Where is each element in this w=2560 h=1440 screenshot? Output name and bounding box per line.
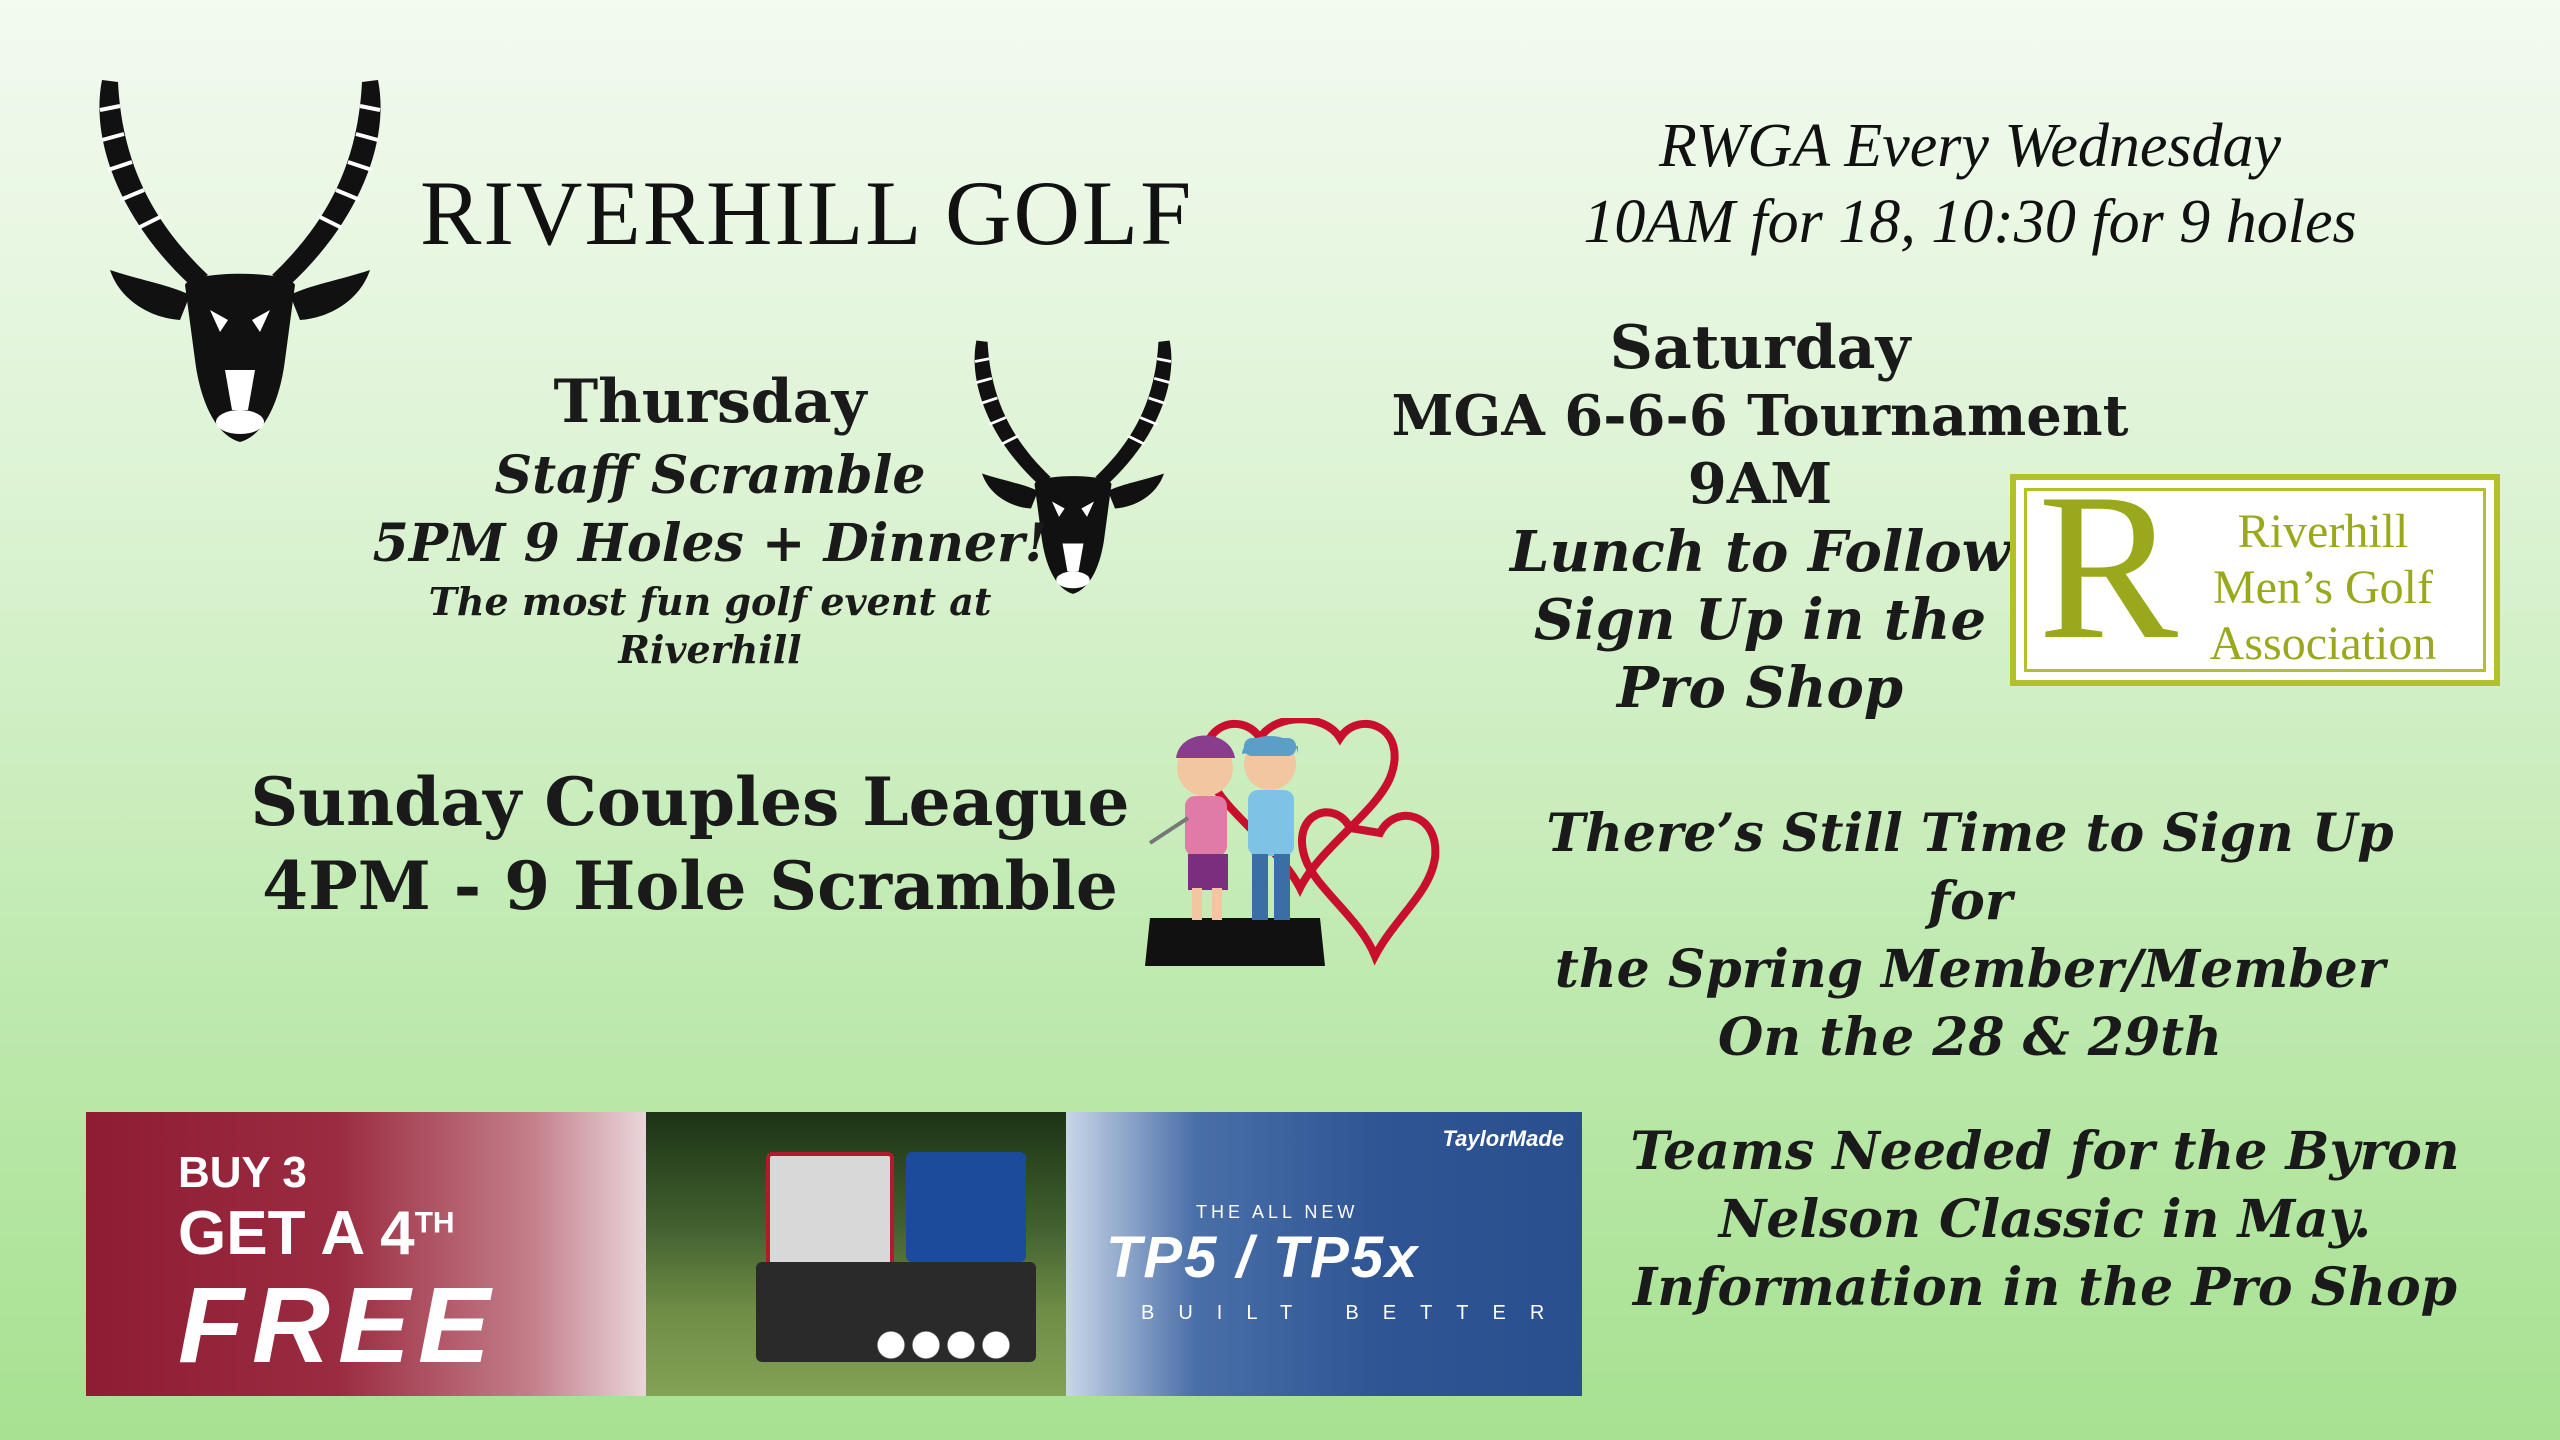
rwga-line-2: 10AM for 18, 10:30 for 9 holes bbox=[1583, 188, 2357, 256]
saturday-line-5: Pro Shop bbox=[1616, 655, 1904, 721]
rwga-line-1: RWGA Every Wednesday bbox=[1658, 112, 2282, 180]
golf-balls bbox=[876, 1330, 1016, 1360]
banner-tagline: BUILT BETTER bbox=[1141, 1302, 1569, 1324]
saturday-line-1: MGA 6-6-6 Tournament bbox=[1391, 383, 2129, 449]
banner-buy-text: BUY 3 bbox=[178, 1148, 307, 1197]
mga-logo-text bbox=[2158, 504, 2488, 672]
taylormade-banner[interactable] bbox=[86, 1112, 1582, 1396]
thursday-block bbox=[340, 362, 1080, 674]
saturday-line-4: Sign Up in the bbox=[1533, 587, 1987, 653]
saturday-line-2: 9AM bbox=[1687, 451, 1833, 517]
mga-logo-line-3: Association bbox=[2209, 617, 2437, 670]
spring-member-block bbox=[1500, 800, 2440, 1072]
ball-box-red bbox=[766, 1152, 894, 1270]
banner-free-text: FREE bbox=[178, 1264, 499, 1385]
teams-line-2: Nelson Classic in May. bbox=[1718, 1189, 2372, 1250]
mga-logo-line-1: Riverhill bbox=[2237, 505, 2409, 558]
spring-line-2: the Spring Member/Member bbox=[1554, 939, 2386, 1000]
mga-logo-letter: R bbox=[2038, 451, 2179, 683]
spring-line-1: There’s Still Time to Sign Up for bbox=[1546, 803, 2394, 932]
spring-line-3: On the 28 & 29th bbox=[1718, 1007, 2222, 1068]
sunday-line-2: 4PM - 9 Hole Scramble bbox=[262, 847, 1118, 925]
byron-nelson-block bbox=[1620, 1118, 2470, 1322]
teams-line-3: Information in the Pro Shop bbox=[1632, 1257, 2458, 1318]
taylormade-brand-logo: TaylorMade bbox=[1442, 1126, 1564, 1151]
banner-all-new-text: THE ALL NEW bbox=[1196, 1202, 1359, 1222]
thursday-line-2: 5PM 9 Holes + Dinner! bbox=[372, 513, 1048, 574]
thursday-note-2: Riverhill bbox=[618, 627, 802, 672]
thursday-line-1: Staff Scramble bbox=[494, 445, 926, 506]
mga-logo-line-2: Men’s Golf bbox=[2213, 561, 2433, 614]
banner-get-text: GET A 4TH bbox=[178, 1199, 455, 1268]
page-title: RIVERHILL GOLF bbox=[420, 162, 1194, 264]
banner-product-name: TP5 / TP5x bbox=[1106, 1225, 1420, 1290]
saturday-line-3: Lunch to Follow bbox=[1510, 519, 2010, 585]
couple-hearts-illustration bbox=[1140, 718, 1440, 968]
saturday-heading: Saturday bbox=[1609, 313, 1911, 383]
thursday-note-1: The most fun golf event at bbox=[428, 579, 992, 624]
rwga-schedule bbox=[1500, 108, 2440, 260]
sunday-line-1: Sunday Couples League bbox=[250, 763, 1130, 841]
sunday-block bbox=[240, 760, 1140, 928]
mga-logo bbox=[2010, 451, 2500, 686]
thursday-heading: Thursday bbox=[553, 367, 867, 437]
teams-line-1: Teams Needed for the Byron bbox=[1630, 1121, 2460, 1182]
ball-box-blue bbox=[906, 1152, 1026, 1262]
